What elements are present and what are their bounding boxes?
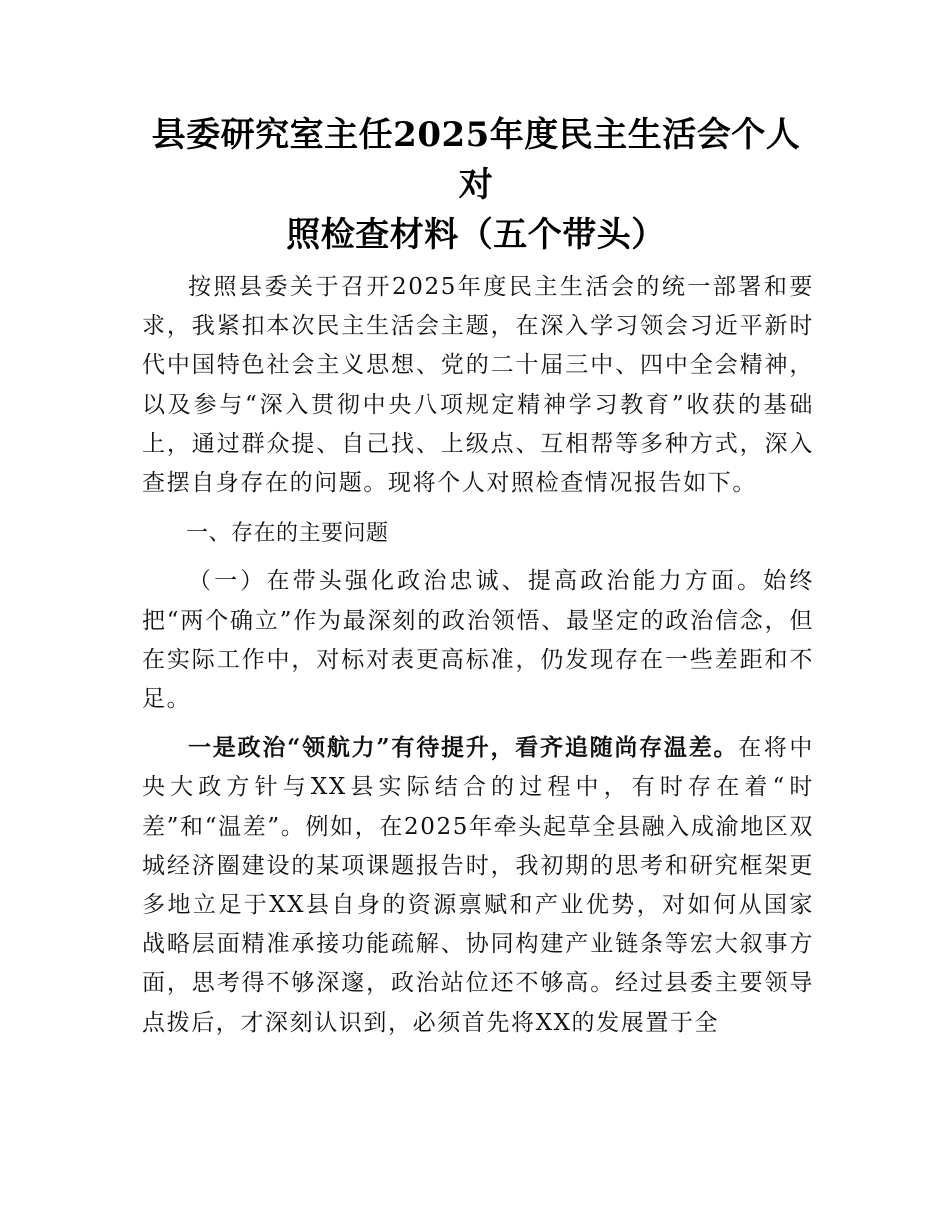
- document-body: [142, 268, 814, 1043]
- intro-paragraph: 按照县委关于召开2025年度民主生活会的统一部署和要求，我紧扣本次民主生活会主题，在深入学习领会习近平新时代中国特色社会主义思想、党的二十届三中、四中全会精神，以及参与“深入贯彻中央八项规定精神学习教育”收获的基础上，通过群众提、自己找、上级点、互相帮等多种方式，深入查摆自身存在的问题。现将个人对照检查情况报告如下。: [142, 274, 814, 497]
- title-line-2: 照检查材料（五个带头）: [286, 215, 666, 255]
- point-one-body: 在将中央大政方针与XX县实际结合的过程中，有时存在着“时差”和“温差”。例如，在2025年牵头起草全县融入成渝地区双城经济圈建设的某项课题报告时，我初期的思考和研究框架更多地立足于XX县自身的资源禀赋和产业优势，对如何从国家战略层面精准承接功能疏解、协同构建产业链条等宏大叙事方面，思考得不够深邃，政治站位还不够高。经过县委主要领导点拨后，才深刻认识到，必须首先将XX的发展置于全: [142, 735, 814, 1036]
- point-one-paragraph: [142, 728, 814, 1043]
- section-heading-problems: 一、存在的主要问题: [186, 521, 389, 547]
- point-one-lead: 一是政治“领航力”有待提升，看齐追随尚存温差。: [188, 734, 739, 762]
- subsection-political-loyalty: （一）在带头强化政治忠诚、提高政治能力方面。始终把“两个确立”作为最深刻的政治领悟、最坚定的政治信念，但在实际工作中，对标对表更高标准，仍发现存在一些差距和不足。: [142, 568, 814, 713]
- document-title: [140, 110, 812, 260]
- title-line-1: 县委研究室主任2025年度民主生活会个人对: [151, 115, 801, 205]
